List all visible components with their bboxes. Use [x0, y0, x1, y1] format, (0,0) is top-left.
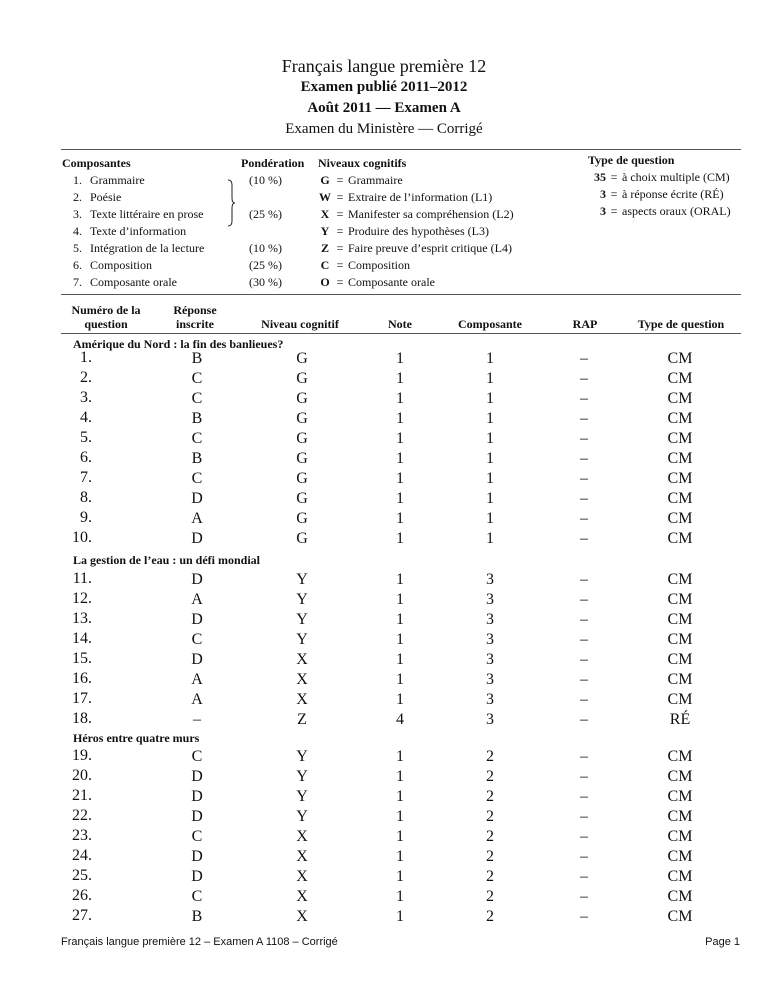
mark: 1: [396, 788, 404, 805]
mark: 1: [396, 888, 404, 905]
level-item: O = Composante orale: [320, 275, 435, 289]
rap: –: [580, 691, 588, 708]
component: 1: [486, 430, 494, 447]
cognitive-level: G: [296, 390, 308, 407]
component-item: 5. Intégration de la lecture: [73, 241, 205, 255]
levels-legend: [318, 155, 514, 291]
cognitive-level: Y: [296, 808, 308, 825]
rap: –: [580, 350, 588, 367]
cognitive-level: Y: [296, 768, 308, 785]
component: 3: [486, 611, 494, 628]
mark: 1: [396, 370, 404, 387]
mark: 1: [396, 591, 404, 608]
question-type: CM: [667, 430, 693, 447]
question-type: CM: [667, 390, 693, 407]
question-type: CM: [667, 768, 693, 785]
question-number: 9.: [80, 509, 92, 526]
answer: D: [191, 808, 203, 825]
answer: D: [191, 651, 203, 668]
component: 3: [486, 631, 494, 648]
component-item: 6. Composition: [73, 258, 153, 272]
component: 2: [486, 808, 494, 825]
mark: 1: [396, 868, 404, 885]
cognitive-level: G: [296, 470, 308, 487]
mark: 1: [396, 808, 404, 825]
level-item: Y = Produire des hypothèses (L3): [320, 224, 489, 238]
answer: –: [193, 711, 201, 728]
component-item: 3. Texte littéraire en prose: [73, 207, 204, 221]
component: 1: [486, 370, 494, 387]
question-type: CM: [667, 828, 693, 845]
mark: 1: [396, 571, 404, 588]
cognitive-level: Z: [297, 711, 307, 728]
brace-icon: [227, 179, 235, 227]
cognitive-level: X: [296, 908, 308, 925]
question-number: 10.: [72, 529, 92, 546]
cognitive-level: X: [296, 888, 308, 905]
weighting-value: (10 %): [249, 173, 282, 187]
component-item: 7. Composante orale: [73, 275, 177, 289]
level-item: W = Extraire de l’information (L1): [319, 190, 493, 204]
component: 2: [486, 908, 494, 925]
question-number: 21.: [72, 787, 92, 804]
qtype-legend: [586, 152, 731, 220]
rap: –: [580, 611, 588, 628]
component: 2: [486, 828, 494, 845]
section-title: Héros entre quatre murs: [73, 731, 200, 745]
rap: –: [580, 430, 588, 447]
question-number: 26.: [72, 887, 92, 904]
answer: B: [191, 350, 203, 367]
question-number: 3.: [80, 389, 92, 406]
mark: 1: [396, 350, 404, 367]
level-item: X = Manifester sa compréhension (L2): [320, 207, 514, 221]
mark: 1: [396, 748, 404, 765]
question-type: CM: [667, 788, 693, 805]
component: 1: [486, 510, 494, 527]
top-rule: [61, 149, 741, 150]
question-number: 5.: [80, 429, 92, 446]
components-title: Composantes: [62, 156, 131, 170]
component: 3: [486, 651, 494, 668]
mark: 1: [396, 410, 404, 427]
answer: D: [191, 848, 203, 865]
question-type: CM: [667, 748, 693, 765]
rap: –: [580, 631, 588, 648]
answer: D: [191, 611, 203, 628]
mark: 1: [396, 651, 404, 668]
component: 3: [486, 711, 494, 728]
exam-session: Août 2011 — Examen A: [307, 100, 461, 116]
question-number: 15.: [72, 650, 92, 667]
question-type: CM: [667, 510, 693, 527]
cognitive-level: Y: [296, 591, 308, 608]
rap: –: [580, 711, 588, 728]
question-type: CM: [667, 410, 693, 427]
level-item: Z = Faire preuve d’esprit critique (L4): [320, 241, 512, 255]
component: 2: [486, 868, 494, 885]
component: 2: [486, 788, 494, 805]
question-type: CM: [667, 591, 693, 608]
mark: 1: [396, 631, 404, 648]
question-type: CM: [667, 808, 693, 825]
mark: 1: [396, 530, 404, 547]
rap: –: [580, 908, 588, 925]
mark: 1: [396, 828, 404, 845]
cognitive-level: G: [296, 430, 308, 447]
answer: D: [191, 530, 203, 547]
question-number: 19.: [72, 747, 92, 764]
rap: –: [580, 888, 588, 905]
cognitive-level: Y: [296, 571, 308, 588]
cognitive-level: X: [296, 651, 308, 668]
answer: D: [191, 868, 203, 885]
question-type: CM: [667, 470, 693, 487]
cognitive-level: G: [296, 450, 308, 467]
col-header-qnum: Numéro de la question: [71, 303, 141, 331]
question-type: CM: [667, 671, 693, 688]
question-type: CM: [667, 350, 693, 367]
question-number: 24.: [72, 847, 92, 864]
cognitive-level: X: [296, 848, 308, 865]
section-title: La gestion de l’eau : un défi mondial: [73, 553, 261, 567]
answer: C: [191, 430, 203, 447]
question-type: CM: [667, 631, 693, 648]
header-rule: [61, 333, 741, 334]
component: 1: [486, 410, 494, 427]
mark: 1: [396, 490, 404, 507]
cognitive-level: G: [296, 530, 308, 547]
level-item: G = Grammaire: [320, 173, 403, 187]
cognitive-level: G: [296, 510, 308, 527]
answer: B: [191, 908, 203, 925]
mark: 1: [396, 768, 404, 785]
question-number: 25.: [72, 867, 92, 884]
cognitive-level: X: [296, 828, 308, 845]
footer-left: Français langue première 12 – Examen A 1108 – Corrigé: [61, 936, 338, 948]
weighting-value: (10 %): [249, 241, 282, 255]
mark: 1: [396, 390, 404, 407]
component: 2: [486, 888, 494, 905]
component: 1: [486, 470, 494, 487]
qtype-item: 3 = aspects oraux (ORAL): [600, 204, 731, 218]
cognitive-level: G: [296, 350, 308, 367]
cognitive-level: Y: [296, 611, 308, 628]
legend-rule: [61, 294, 741, 295]
col-header-answer: Réponse inscrite: [173, 303, 217, 331]
document-subtitle: Examen du Ministère — Corrigé: [285, 121, 483, 137]
question-number: 12.: [72, 590, 92, 607]
component: 1: [486, 490, 494, 507]
rap: –: [580, 671, 588, 688]
weighting-value: (25 %): [249, 258, 282, 272]
levels-title: Niveaux cognitifs: [318, 156, 407, 170]
col-header-level: Niveau cognitif: [261, 317, 339, 331]
rap: –: [580, 530, 588, 547]
component: 3: [486, 691, 494, 708]
rap: –: [580, 591, 588, 608]
component: 1: [486, 350, 494, 367]
answer: A: [191, 691, 203, 708]
rap: –: [580, 410, 588, 427]
cognitive-level: Y: [296, 748, 308, 765]
rap: –: [580, 490, 588, 507]
question-number: 16.: [72, 670, 92, 687]
answer: D: [191, 490, 203, 507]
question-type: CM: [667, 848, 693, 865]
mark: 1: [396, 450, 404, 467]
component: 1: [486, 450, 494, 467]
answer: D: [191, 788, 203, 805]
question-type: CM: [667, 868, 693, 885]
footer-page: Page 1: [705, 936, 740, 948]
weighting-value: (30 %): [249, 275, 282, 289]
col-header-mark: Note: [388, 317, 412, 331]
cognitive-level: X: [296, 671, 308, 688]
component-item: 2. Poésie: [73, 190, 122, 204]
col-header-rap: RAP: [572, 317, 598, 331]
question-number: 4.: [80, 409, 92, 426]
rap: –: [580, 868, 588, 885]
cognitive-level: X: [296, 868, 308, 885]
question-number: 7.: [80, 469, 92, 486]
question-number: 18.: [72, 710, 92, 727]
rap: –: [580, 768, 588, 785]
question-type: CM: [667, 490, 693, 507]
question-type: CM: [667, 571, 693, 588]
components-legend: [62, 155, 204, 291]
answer: A: [191, 510, 203, 527]
component-item: 1. Grammaire: [73, 173, 145, 187]
rap: –: [580, 571, 588, 588]
document-title: Français langue première 12: [281, 56, 487, 76]
question-number: 23.: [72, 827, 92, 844]
question-number: 11.: [72, 570, 92, 587]
rap: –: [580, 828, 588, 845]
mark: 1: [396, 430, 404, 447]
question-type: RÉ: [669, 711, 691, 728]
answer: C: [191, 888, 203, 905]
mark: 4: [396, 711, 404, 728]
rap: –: [580, 390, 588, 407]
qtype-item: 35 = à choix multiple (CM): [594, 170, 730, 184]
answer: A: [191, 591, 203, 608]
rap: –: [580, 748, 588, 765]
question-number: 13.: [72, 610, 92, 627]
mark: 1: [396, 908, 404, 925]
cognitive-level: Y: [296, 631, 308, 648]
rap: –: [580, 848, 588, 865]
question-number: 22.: [72, 807, 92, 824]
answer: C: [191, 631, 203, 648]
rap: –: [580, 788, 588, 805]
question-type: CM: [667, 888, 693, 905]
question-number: 8.: [80, 489, 92, 506]
question-number: 17.: [72, 690, 92, 707]
component: 1: [486, 530, 494, 547]
component: 2: [486, 748, 494, 765]
question-type: CM: [667, 691, 693, 708]
mark: 1: [396, 611, 404, 628]
answer: B: [191, 450, 203, 467]
answer: A: [191, 671, 203, 688]
question-number: 1.: [80, 349, 92, 366]
rap: –: [580, 450, 588, 467]
cognitive-level: G: [296, 370, 308, 387]
cognitive-level: Y: [296, 788, 308, 805]
rap: –: [580, 808, 588, 825]
section-title: Amérique du Nord : la fin des banlieues?: [73, 337, 284, 351]
answer: C: [191, 470, 203, 487]
question-type: CM: [667, 611, 693, 628]
answer: C: [191, 390, 203, 407]
question-number: 2.: [80, 369, 92, 386]
answer: D: [191, 571, 203, 588]
answer: B: [191, 410, 203, 427]
col-header-type: Type de question: [637, 317, 725, 331]
exam-name: Examen publié 2011–2012: [300, 79, 468, 95]
cognitive-level: G: [296, 490, 308, 507]
component: 2: [486, 768, 494, 785]
mark: 1: [396, 671, 404, 688]
component: 3: [486, 671, 494, 688]
question-type: CM: [667, 651, 693, 668]
question-type: CM: [667, 370, 693, 387]
rap: –: [580, 651, 588, 668]
rap: –: [580, 510, 588, 527]
rap: –: [580, 470, 588, 487]
level-item: C = Composition: [320, 258, 411, 272]
cognitive-level: X: [296, 691, 308, 708]
answer: C: [191, 828, 203, 845]
component-item: 4. Texte d’information: [73, 224, 187, 238]
component: 3: [486, 591, 494, 608]
component: 3: [486, 571, 494, 588]
answer: D: [191, 768, 203, 785]
mark: 1: [396, 510, 404, 527]
rap: –: [580, 370, 588, 387]
weighting-title-text: Pondération: [241, 156, 305, 170]
question-type: CM: [667, 908, 693, 925]
mark: 1: [396, 470, 404, 487]
answer: C: [191, 370, 203, 387]
question-number: 14.: [72, 630, 92, 647]
cognitive-level: G: [296, 410, 308, 427]
question-number: 20.: [72, 767, 92, 784]
question-type: CM: [667, 450, 693, 467]
mark: 1: [396, 691, 404, 708]
answer: C: [191, 748, 203, 765]
qtype-title: Type de question: [588, 153, 675, 167]
col-header-component: Composante: [457, 317, 522, 331]
question-number: 6.: [80, 449, 92, 466]
component: 2: [486, 848, 494, 865]
mark: 1: [396, 848, 404, 865]
weighting-value: (25 %): [249, 207, 282, 221]
question-type: CM: [667, 530, 693, 547]
question-number: 27.: [72, 907, 92, 924]
qtype-item: 3 = à réponse écrite (RÉ): [600, 187, 724, 201]
component: 1: [486, 390, 494, 407]
